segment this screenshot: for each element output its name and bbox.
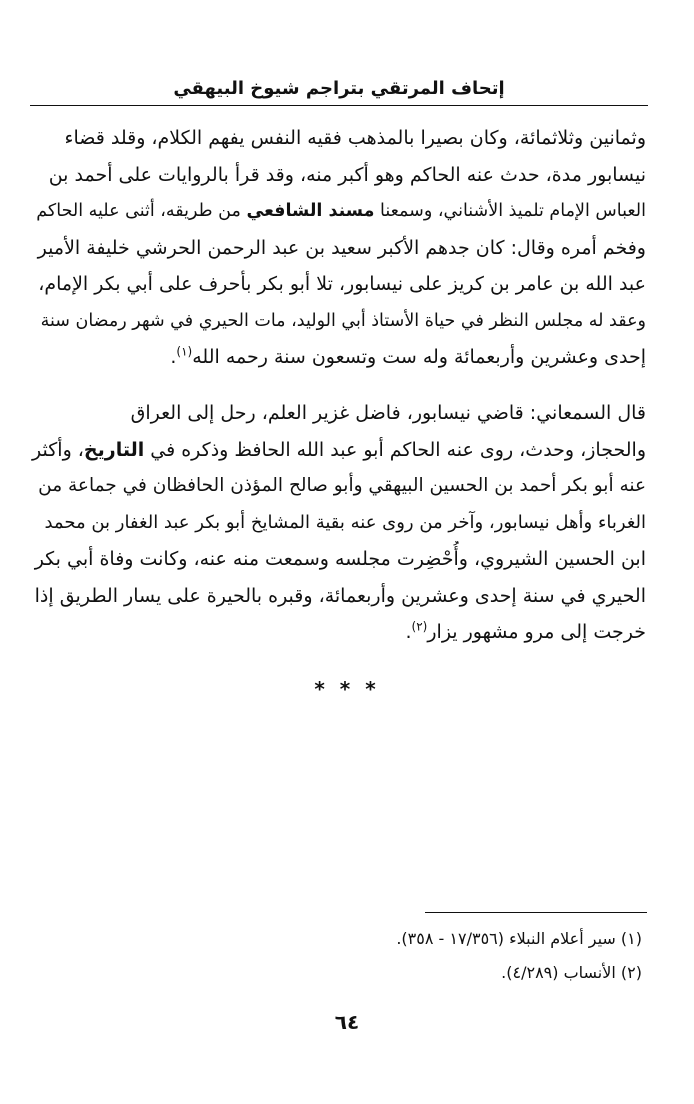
text-segment: والحجاز، وحدث، روى عنه الحاكم أبو عبد الله الحافظ وذكره في xyxy=(144,438,646,461)
text-line xyxy=(30,339,646,376)
text-line xyxy=(30,193,646,230)
section-separator: * * * xyxy=(314,677,380,701)
text-segment: . xyxy=(170,346,177,368)
footnote-marker-2: (٢) xyxy=(411,619,428,634)
book-title-tarikh: التاريخ xyxy=(83,438,145,461)
text-line: عبد الله بن عامر بن كريز على نيسابور، تلا أبو بكر بأحرف على أبي بكر الإمام، xyxy=(38,273,646,295)
text-segment: ، وأكثر xyxy=(32,438,84,461)
text-segment: . xyxy=(405,621,412,643)
text-line: ابن الحسين الشيروي، وأُحْضِرت مجلسه وسمعت منه عنه، وكانت وفاة أبي بكر xyxy=(34,548,646,570)
text-segment: إحدى وعشرين وأربعمائة وله ست وتسعون سنة رحمه الله xyxy=(192,346,646,368)
paragraph-2 xyxy=(30,395,646,651)
text-line: قال السمعاني: قاضي نيسابور، فاضل غزير العلم، رحل إلى العراق xyxy=(130,402,646,424)
header-rule xyxy=(30,105,648,106)
text-segment: خرجت إلى مرو مشهور يزار xyxy=(427,621,646,643)
text-segment: من طريقه، أثنى عليه الحاكم xyxy=(36,201,247,221)
text-line: الغرباء وأهل نيسابور، وآخر من روى عنه بقية المشايخ أبو بكر عبد الغفار بن محمد xyxy=(44,511,646,533)
text-line: وفخم أمره وقال: كان جدهم الأكبر سعيد بن عبد الرحمن الحرشي خليفة الأمير xyxy=(37,236,646,259)
footnote-marker-1: (١) xyxy=(176,344,193,359)
footnote-2: (٢) الأنساب (٤/٢٨٩). xyxy=(501,963,642,982)
footnotes xyxy=(30,922,642,990)
text-segment: العباس الإمام تلميذ الأشناني، وسمعنا xyxy=(374,201,646,221)
paragraph-1 xyxy=(30,120,646,376)
text-line: عنه أبو بكر أحمد بن الحسين البيهقي وأبو صالح المؤذن الحافظان في جماعة من xyxy=(38,475,646,496)
footnote-rule xyxy=(425,912,647,913)
text-line: وثمانين وثلاثمائة، وكان بصيرا بالمذهب فقيه النفس يفهم الكلام، وقلد قضاء xyxy=(64,127,646,149)
text-line xyxy=(30,614,646,651)
running-header: إتحاف المرتقي بتراجم شيوخ البيهقي xyxy=(173,78,505,99)
page-number: ٦٤ xyxy=(334,1010,360,1034)
text-line xyxy=(30,432,646,469)
book-title-musnad: مسند الشافعي xyxy=(246,201,375,221)
footnote-1: (١) سير أعلام النبلاء (١٧/٣٥٦ - ٣٥٨). xyxy=(396,929,642,948)
text-line: نيسابور مدة، حدث عنه الحاكم وهو أكبر منه، وقد قرأ بالروايات على أحمد بن xyxy=(48,163,646,186)
text-line: الحيري في سنة إحدى وعشرين وأربعمائة، وقبره بالحيرة على يسار الطريق إذا xyxy=(34,584,646,607)
text-line: وعقد له مجلس النظر في حياة الأستاذ أبي الوليد، مات الحيري في شهر رمضان سنة xyxy=(40,310,646,331)
